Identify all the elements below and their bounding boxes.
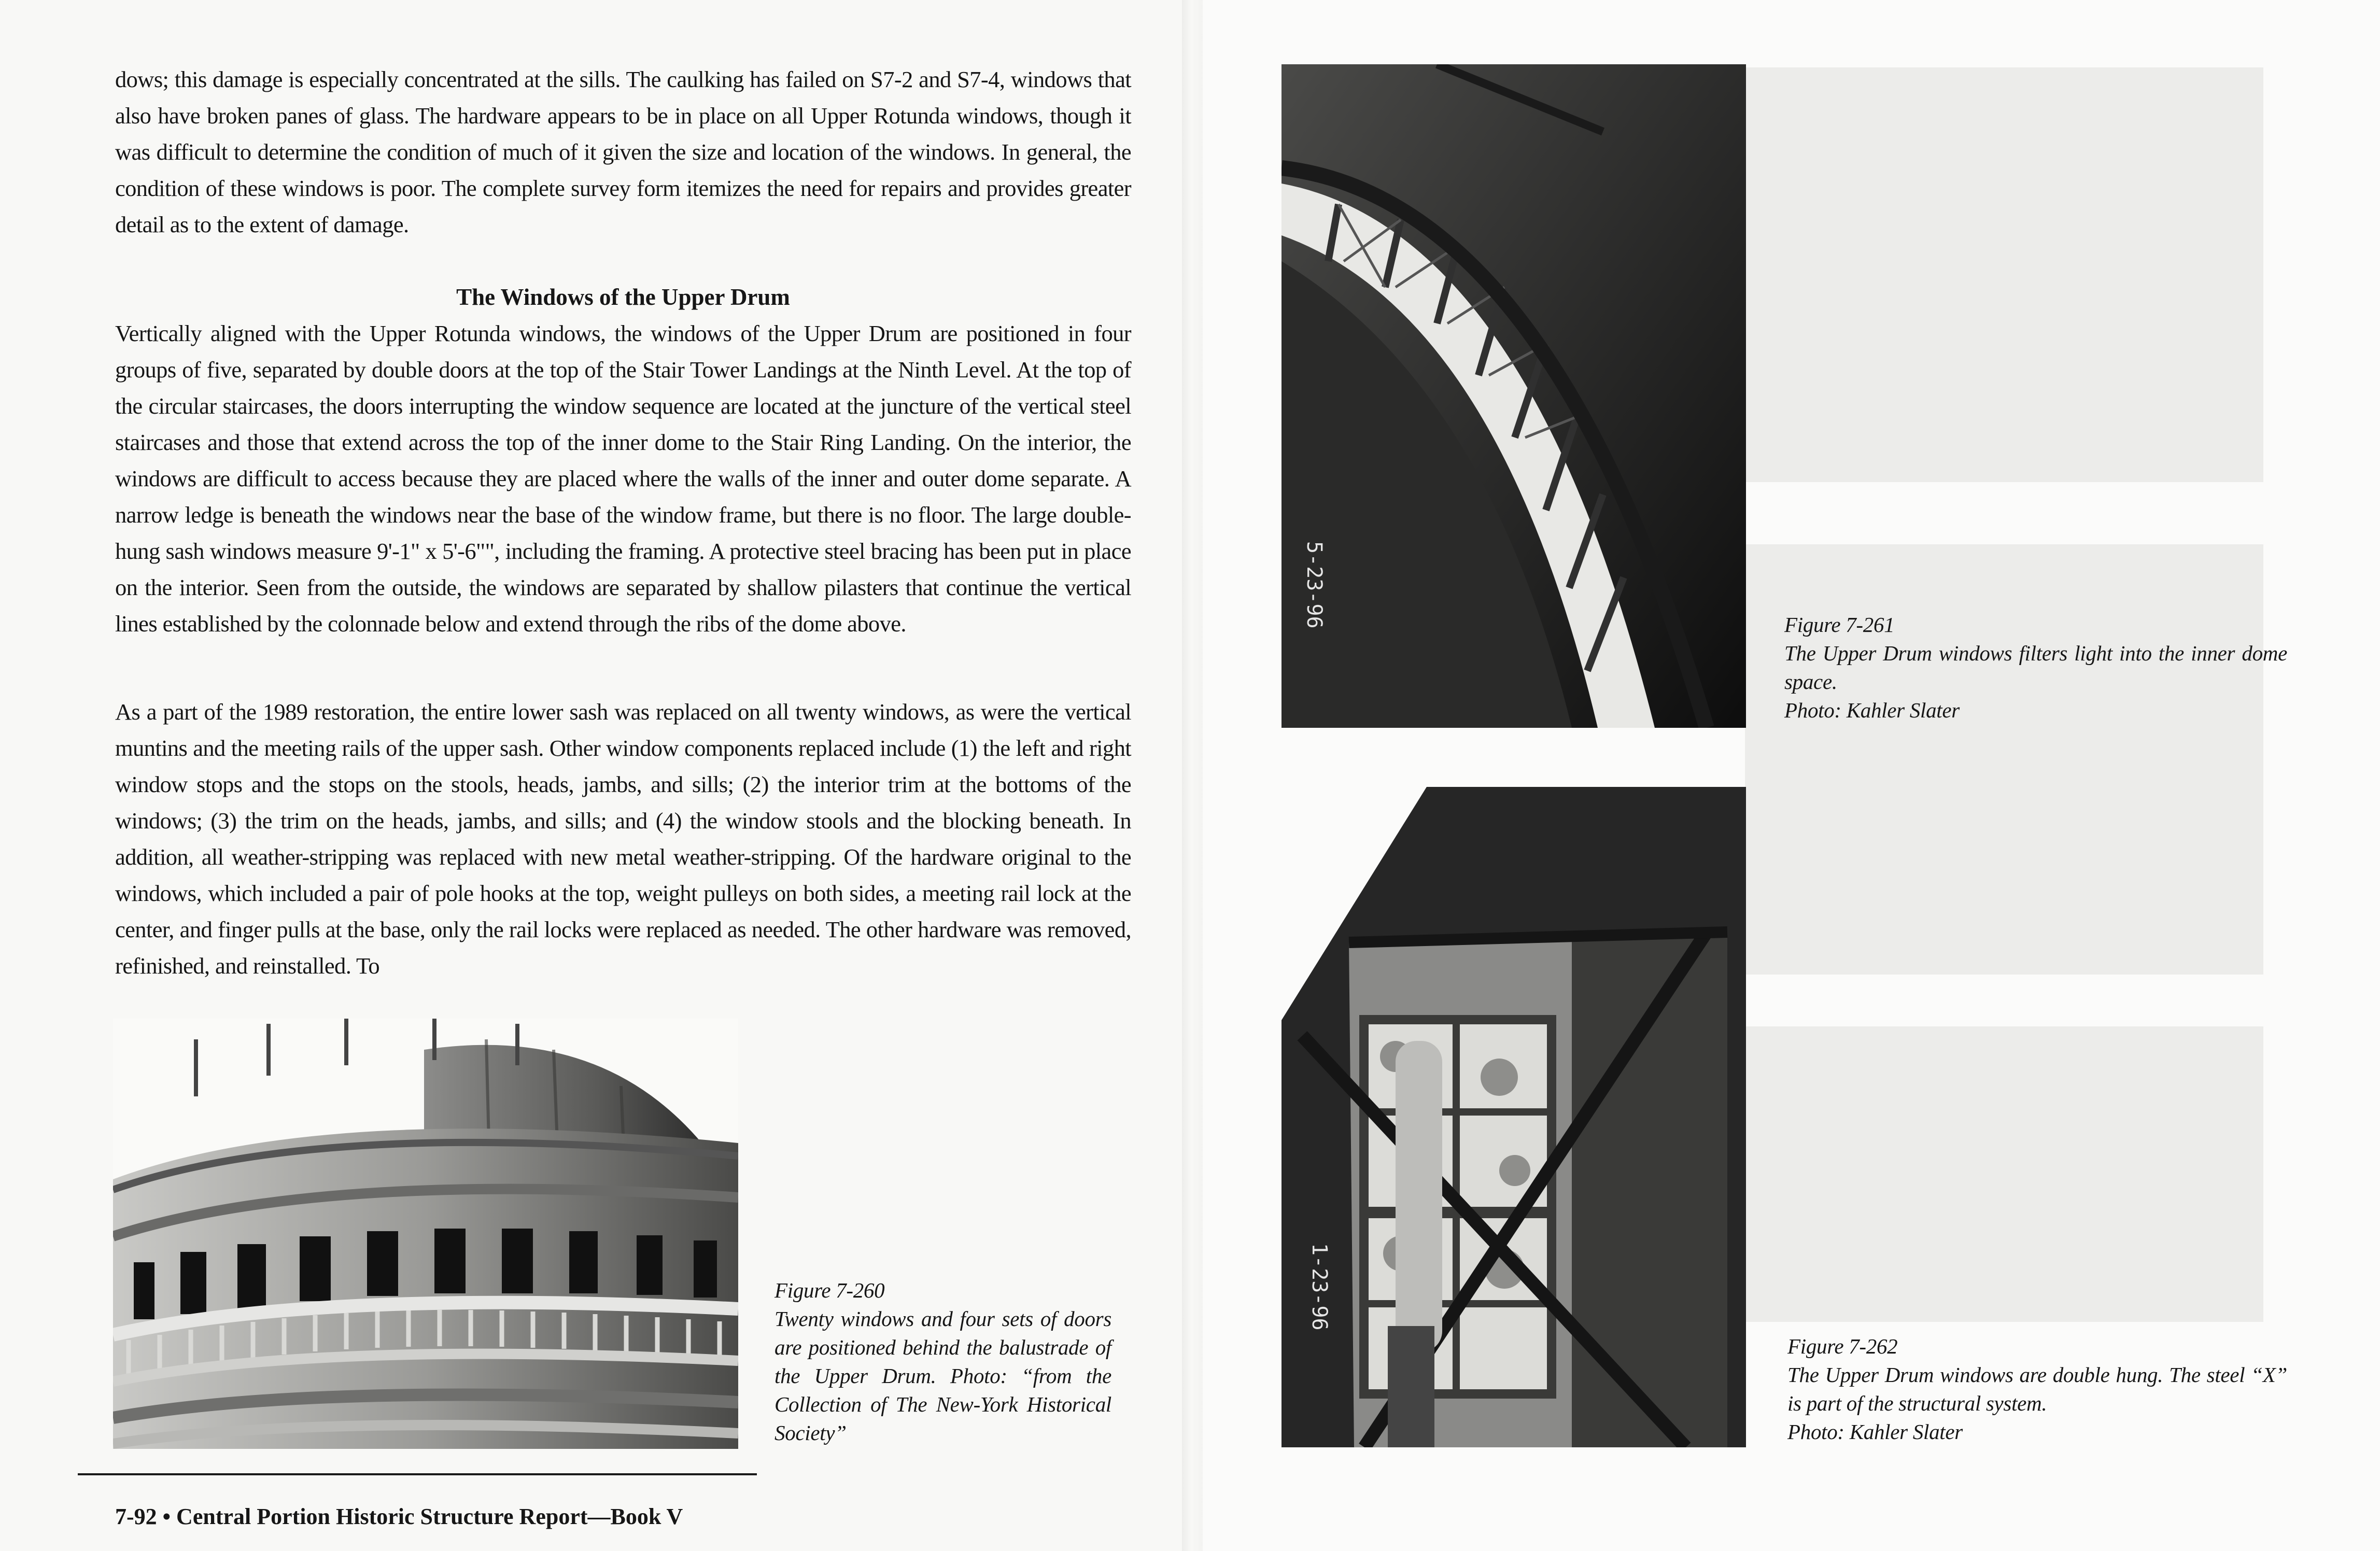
body-paragraph-3: As a part of the 1989 restoration, the entire lower sash was replaced on all twenty windows, as were the vertical muntins and the meeting rails of the upper sash. Other window components replaced include (1) the left and right window stops and the stops on the stools, heads, jambs, and sills; (2) the interior trim at the bottoms of the windows; (3) the trim on the heads, jambs, and sills; and (4) the window stools and the blocking beneath. In addition, all weather-stripping was replaced with new metal weather-stripping. Of the hardware original to the windows, which included a pair of pole hooks at the top, weight pulleys on both sides, a meeting rail lock at the center, and finger pulls at the base, only the rail locks were replaced as needed. The other hardware was removed, refinished, and reinstalled. To <box>115 699 1131 979</box>
figure-260-caption <box>774 1276 1111 1447</box>
footer-rule <box>78 1473 757 1475</box>
figure-261-label: Figure 7-261 <box>1784 613 1895 637</box>
section-heading: The Windows of the Upper Drum <box>456 284 790 310</box>
figure-261-description: The Upper Drum windows filters light into the inner dome space. <box>1784 641 2287 694</box>
book-gutter <box>1182 0 1203 1551</box>
figure-260-label: Figure 7-260 <box>774 1278 885 1302</box>
figure-262-label: Figure 7-262 <box>1787 1334 1898 1358</box>
show-through-shadow <box>1745 544 2263 975</box>
figure-262-description: The Upper Drum windows are double hung. The steel “X” is part of the structural system. <box>1787 1363 2287 1415</box>
figure-262-caption <box>1787 1332 2287 1446</box>
figure-260-photo <box>113 1019 738 1449</box>
figure-261-credit: Photo: Kahler Slater <box>1784 698 1960 722</box>
figure-262-film-mark: 1-23-96 <box>1307 1243 1331 1331</box>
figure-261-film-mark: 5-23-96 <box>1302 541 1326 629</box>
show-through-shadow <box>1745 67 2263 482</box>
figure-262-photo <box>1281 787 1746 1447</box>
show-through-shadow <box>1745 1026 2263 1322</box>
figure-261-photo <box>1281 64 1746 728</box>
figure-261-caption <box>1784 611 2287 725</box>
figure-262-credit: Photo: Kahler Slater <box>1787 1420 1963 1444</box>
page-footer: 7-92 • Central Portion Historic Structure Report—Book V <box>115 1504 683 1529</box>
figure-260-description: Twenty windows and four sets of doors are positioned behind the balustrade of the Upper Drum. Photo: “from the Collection of The New-York Historical Society” <box>774 1307 1111 1445</box>
body-paragraph-2: Vertically aligned with the Upper Rotunda windows, the windows of the Upper Drum are positioned in four groups of five, separated by double doors at the top of the Stair Tower Landings at the Ninth Level. At the top of the circular staircases, the doors interrupting the window sequence are located at the juncture of the vertical steel staircases and those that extend across the top of the inner dome to the Stair Ring Landing. On the interior, the windows are difficult to access because they are placed where the walls of the inner and outer dome separate. A narrow ledge is beneath the windows near the base of the window frame, but there is no floor. The large double-hung sash windows measure 9'-1" x 5'-6"", including the framing. A protective steel bracing has been put in place on the interior. Seen from the outside, the windows are separated by shallow pilasters that continue the vertical lines established by the colonnade below and extend through the ribs of the dome above. <box>115 320 1131 637</box>
body-paragraph-1: dows; this damage is especially concentrated at the sills. The caulking has failed on S7-2 and S7-4, windows that also have broken panes of glass. The hardware appears to be in place on all Upper Rotunda windows, though it was difficult to determine the condition of much of it given the size and location of the windows. In general, the condition of these windows is poor. The complete survey form itemizes the need for repairs and provides greater detail as to the extent of damage. <box>115 66 1131 237</box>
